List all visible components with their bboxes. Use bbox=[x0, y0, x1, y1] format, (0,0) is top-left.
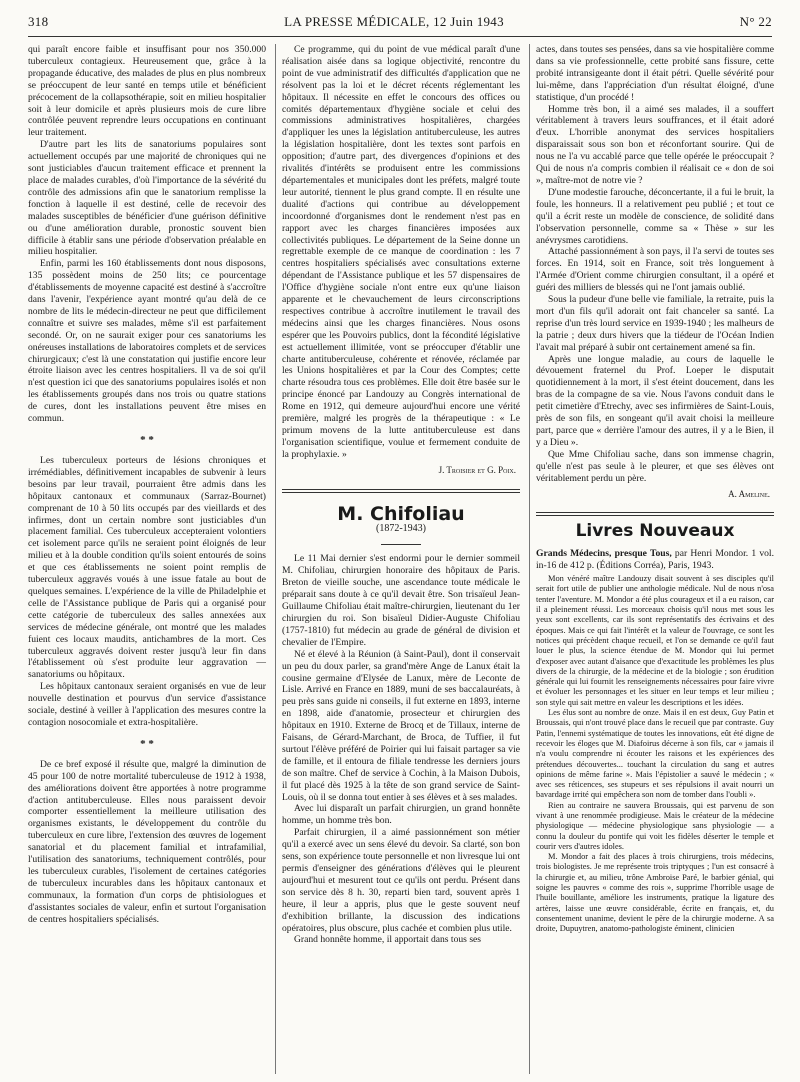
section-rule bbox=[536, 515, 774, 516]
paragraph: Que Mme Chifoliau sache, dans son immense chagrin, qu'elle n'est pas seule à le pleurer, et que ses élèves ont véritablement perdu un père. bbox=[536, 448, 774, 484]
paragraph: Le 11 Mai dernier s'est endormi pour le dernier sommeil M. Chifoliau, chirurgien honoraire des hôpitaux de Paris. Breton de vieille souche, une ascendance toute médicale le préparait sans doute à ce qu'il devait être. Son trisaïeul Jean-Guillaume Chifoliau était maître-chirurgien, lieutenant du 1er chirurgien du roi. Son bisaïeul Didier-Auguste Chifoliau (1757-1810) fut médecin au grade de général de division et chevalier de l'Empire. bbox=[282, 553, 520, 648]
obituary-title: M. Chifoliau bbox=[337, 502, 465, 525]
column-2 bbox=[282, 44, 520, 946]
column-3 bbox=[536, 44, 774, 935]
journal-title: LA PRESSE MÉDICALE, 12 Juin 1943 bbox=[284, 14, 504, 29]
paragraph: Après une longue maladie, au cours de laquelle le dévouement fraternel du Prof. Loeper le disputait quotidiennement à la mort, il s'est éteint doucement, dans les bras de la compagne de sa vie. Nous l'avons conduit dans le petit cimetière d'Etrechy, avec ses infirmières de Saint-Louis, près de son fils, en songeant qu'il avait choisi la meilleure part, parce que « derrière l'amour des autres, il y a le Bien, il y a Dieu ». bbox=[536, 353, 774, 448]
paragraph: De ce bref exposé il résulte que, malgré la diminution de 45 pour 100 de notre mortalité tuberculeuse de 1912 à 1938, des améliorations doivent être apportées à notre programme d'action antituberculeuse. Elles nous paraissent devoir comporter essentiellement la meilleure utilisation des organismes existants, le développement du contrôle du tuberculeux en cure libre, l'extension des œuvres de logement sanatorial et du placement familial et intrafamilial, l'utilisation des sanatoriums, techniquement contrôlés, pour les tuberculeux curables, l'isolement de certaines catégories de tuberculeux incurables dans les hôpitaux cantonaux et communaux, la formation d'un corps de phtisiologues et d'assistantes sociales de valeur, enfin et surtout l'organisation de centres hospitaliers spécialisés. bbox=[28, 758, 266, 925]
article-rule bbox=[282, 492, 520, 493]
paragraph: Attaché passionnément à son pays, il l'a servi de toutes ses forces. En 1914, soit en France, soit très longuement à l'Armée d'Orient comme chirurgien consultant, il a opéré et guéri des milliers de blessés qui ne l'ont jamais oublié. bbox=[536, 246, 774, 294]
paragraph: qui paraît encore faible et insuffisant pour nos 350.000 tuberculeux contagieux. Heureusement que, grâce à la propagande éducative, des malades de plus en plus nombreux se préoccupent de leur santé en temps utile et bénéficient précocement de la collapsothérapie, soit en milieu hospitalier soit à leur domicile et après plusieurs mois de cure libre contrôlée peuvent reprendre leurs occupations en continuant leur traitement. bbox=[28, 44, 266, 139]
paragraph: actes, dans toutes ses pensées, dans sa vie hospitalière comme dans sa vie professionnelle, cette probité sans fissure, cette probité intransigeante dont il était pétri. Quelle sévérité pour lui-même, dans l'appréciation d'un résultat éloigné, d'une statistique, d'un procédé ! bbox=[536, 44, 774, 103]
paragraph: D'une modestie farouche, déconcertante, il a fui le bruit, la foule, les honneurs. Il a relativement peu publié ; et tout ce qu'il a écrit reste un modèle de conscience, de solidité dans l'observation personnelle, comme sa « Thèse » sur les anévrysmes carotidiens. bbox=[536, 186, 774, 246]
paragraph: Né et élevé à la Réunion (à Saint-Paul), dont il conservait un peu du doux parler, sa grand'mère Ange de Lanux était la cousine germaine d'Elysée de Lanux, mère de Leconte de Lisle. Arrivé en France en 1889, muni de ses baccalauréats, à peu près sans guide ni conseils, il fut externe en 1893, interne en 1898, aide d'anatomie, prosecteur et chirurgien des hôpitaux en 1910. Externe de Brocq et de Tillaux, interne de Faisans, de Gérard-Marchant, de Broca, de Tuffier, il fut surtout l'élève préféré de Poirier qui lui faisait partager sa vie de famille, et il entoura de filiale tendresse les derniers jours de son maître. Chef de service à Cochin, à la Maison Dubois, il fut placé dès 1925 à la tête de son grand service de Saint-Louis, où il se donna tout entier à ses élèves et à ses malades. bbox=[282, 648, 520, 803]
signature: J. Troisier et G. Poix. bbox=[438, 464, 516, 475]
paragraph: Les élus sont au nombre de onze. Mais il en est deux, Guy Patin et Broussais, qui n'ont trouvé place dans le recueil que par contraste. Guy Patin, l'ennemi systématique de toutes les innovations, eût été digne de recevoir les éloges que M. Diafoirus décerne à son fils, car « jamais il n'a voulu comprendre ni écouter les raisons et les expériences des prétendues découvertes... touchant la circulation du sang et autres opinions de même farine ». Mais l'épistolier a sauvé le médecin ; « avec ses réticences, ses stupeurs et ses répulsions il avait nourri un bavardage irrité qui empêchera son nom de tomber dans l'oubli ». bbox=[536, 708, 774, 800]
page-header bbox=[28, 14, 772, 36]
review-heading bbox=[536, 548, 774, 572]
paragraph: M. Mondor a fait des places à trois chirurgiens, trois médecins, trois biologistes. Je me représente trois triptyques ; l'un est consacré à la chirurgie et, au milieu, trône Ambroise Paré, le barbier génial, qui soigne les pauvres « comme des rois », supprime l'horrible usage de l'huile bouillante, améliore les instruments, pratique la ligature des artères, laisse une œuvre considérable, écrite en français, et, du consentement unanime, devient le père de la chirurgie moderne. A sa droite, Dupuytren, anatomo-pathologiste éminent, clinicien bbox=[536, 852, 774, 934]
issue-number: N° 22 bbox=[739, 14, 772, 29]
section-title: Livres Nouveaux bbox=[575, 521, 735, 542]
review-reference: par Henri Mondor. 1 vol. in-16 de 412 p. (Éditions Corréa), Paris, 1943. bbox=[536, 548, 774, 572]
title-rule bbox=[381, 544, 421, 545]
page-number: 318 bbox=[28, 14, 49, 29]
paragraph: Ce programme, qui du point de vue médical paraît d'une réalisation aisée dans sa logique objectivité, rencontre du point de vue administratif des difficultés d'application que ne résolvent pas la loi et le décret récents réglementant les hôpitaux. Il nécessite en effet le concours des offices ou comités départementaux d'hygiène sociale et celui des commissions administratives hospitalières, chargées d'appliquer les unes la législation antituberculeuse, les autres la législation hospitalière, dont les textes sont parfois en opposition; d'autre part, des divergences d'opinions et des rivalités d'intérêts se produisent entre les commissions départementales et municipales dont les préfets, malgré toute leur autorité, tiennent le plus grand compte. Il en résulte une dualité d'actions qui contribue au développement incoordonné d'organismes dont le rendement n'est pas en rapport avec les charges financières imposées aux collectivités publiques. Le département de la Seine donne un regrettable exemple de ce manque de coordination : les 7 centres hospitaliers spécialisés avec consultations externe dépendant de l'Assistance publique et les 57 dispensaires de l'Office d'hygiène sociale n'ont entre eux qu'une liaison apparente et le chevauchement de leurs circonscriptions respectives contribue à accroître inutilement le travail des médecins ainsi que les charges financières. Nous osons espérer que les Pouvoirs publics, dont la fécondité législative est actuellement illimitée, vont se préoccuper d'établir une charte antituberculeuse, cohérente et rénovée, réclamée par les Unions hospitalières et par la Cour des Comptes; cette charte résoudra tous ces problèmes. Elle doit être basée sur le principe énoncé par Landouzy au Congrès international de Rome en 1912, qui demeure aujourd'hui encore une vérité première, malgré les progrès de la thérapeutique : « Le primum movens de la lutte antituberculeuse est dans l'organisation scientifique, voulue et fermement conduite de la prophylaxie. » bbox=[282, 44, 520, 460]
paragraph: Enfin, parmi les 160 établissements dont nous disposons, 135 possèdent moins de 250 lits; ce pourcentage d'établissements de moyenne capacité est destiné à s'accroître dans l'avenir, l'expérience ayant montré qu'au delà de ce nombre de lits le médecin-directeur ne peut que difficilement connaître et suivre ses malades, même s'il est parfaitement secondé. Or, on ne saurait exiger pour ces sanatoriums les onéreuses installations de laboratoires complets et de services chirurgicaux; c'est là une constatation qui justifie encore leur étroite liaison avec les centres hospitaliers. Il va de soi qu'il n'est question ici que des sanatoriums populaires isolés et non les établissements groupés dans nos trois ou quatre stations de cures, dont les installations peuvent être mises en commun. bbox=[28, 258, 266, 425]
review-book-title: Grands Médecins, presque Tous, bbox=[536, 548, 672, 560]
section-separator: * * bbox=[140, 737, 154, 750]
review-body bbox=[536, 574, 774, 934]
header-rule bbox=[28, 36, 772, 37]
column-1 bbox=[28, 44, 266, 926]
paragraph: Grand honnête homme, il apportait dans tous ses bbox=[294, 934, 482, 946]
article-rule bbox=[282, 489, 520, 490]
paragraph: Les hôpitaux cantonaux seraient organisés en vue de leur nouvelle destination et pourvus d'un service d'assistance sociale, destiné à veiller à l'application des mesures contre la contagion nosocomiale et extra-hospitalière. bbox=[28, 681, 266, 728]
column-divider bbox=[529, 44, 530, 1074]
section-separator: * * bbox=[140, 434, 154, 446]
signature: A. Ameline. bbox=[728, 488, 770, 499]
paragraph: D'autre part les lits de sanatoriums populaires sont actuellement occupés par une majorité de chroniques qui ne sont justiciables d'aucun traitement efficace et prennent la place de malades curables, d'où l'importance de la sévérité du contrôle des admissions afin que le sanatorium remplisse la fonction à laquelle il est destiné, celle de recevoir des malades susceptibles de bénéficier d'une guérison définitive ou d'une amélioration durable, pronostic souvent bien difficile à établir sans une période d'observation préalable en milieu hospitalier. bbox=[28, 139, 266, 258]
paragraph: Rien au contraire ne sauvera Broussais, qui est parvenu de son vivant à une renommée prodigieuse. Mais le créateur de la médecine physiologique — médecine physiologique sans physiologie — a connu la douleur du pontife qui voit les fidèles déserter le temple et courir vers d'autres idoles. bbox=[536, 800, 774, 851]
obituary-dates: (1872-1943) bbox=[376, 522, 426, 534]
paragraph: Mon vénéré maître Landouzy disait souvent à ses disciples qu'il serait fort utile de publier une anthologie médicale. Nul de nous n'osa tenter l'aventure. M. Mondor a été plus courageux et il a eu raison, car il a pleinement réussi. Les morceaux choisis qu'il nous met sous les yeux sont excellents, car ils sont représentatifs des écrivains et des époques. Mais ce qui fait l'intérêt et la valeur de l'ouvrage, ce sont les notices qui précèdent chaque recueil, et l'on se demande ce qu'il faut louer le plus, la science étendue de M. Mondor qui lui permet d'exposer avec autant d'aisance que d'exactitude les problèmes les plus divers de la chirurgie, de la médecine et de la biologie ; son érudition générale qui lui fournit les renseignements nécessaires pour faire vivre et évoluer les personnages et les situer en leur temps et leur milieu ; son style qui sait mettre en valeur les descriptions et les idées. bbox=[536, 574, 774, 707]
paragraph: Les tuberculeux porteurs de lésions chroniques et irrémédiables, définitivement incapables de subvenir à leurs besoins par leur travail, pourraient être admis dans les hôpitaux cantonaux et communaux (Sarraz-Bournet) comprenant de 10 à 50 lits occupés par des vieillards et des infirmes, dont un certain nombre sont justiciables d'un placement familial. Ces tuberculeux accepteraient volontiers cet isolement parce qu'ils ne seraient point éloignés de leur milieu et à la double condition qu'ils soient entourés de soins et que ces établissements ne soient point remplis de tuberculeux aggravés voués à une issue fatale au bout de quelques semaines. L'expérience de la ville de Philadelphie et celle de l'Assistance publique de Paris qui a organisé pour cette catégorie de tuberculeux des salles annexées aux services de médecine générale, ont montré que les malades fuient ces locaux maudits, antichambres de la mort. Ces tuberculeux aggravés doivent rester jusqu'à leur fin dans l'établissement où s'est produite leur aggravation — sanatoriums ou hôpitaux. bbox=[28, 455, 266, 681]
paragraph: Parfait chirurgien, il a aimé passionnément son métier qu'il a exercé avec un sens élevé du devoir. Sa clarté, son bon sens, son expérience toute personnelle et non livresque lui ont permis d'enseigner des générations d'élèves qui le pleurent aujourd'hui et mesurent tout ce qu'ils ont perdu. Présent dans son service dès 8 h. 30, reparti bien tard, souvent après 1 heure, il leur a appris, plus que le geste souvent neuf d'exhibition brillante, la discussion des indications opératoires, plus obscure, plus cachée et combien plus utile. bbox=[282, 827, 520, 934]
paragraph: Homme très bon, il a aimé ses malades, il a souffert véritablement à travers leurs souffrances, et il était adoré d'eux. L'horrible anonymat des services hospitaliers disparaissait sous son bon et réconfortant sourire. Qui de nous ne l'a vu accablé parce que telle opérée le préoccupait ? Qui de nous n'a compris combien il réalisait ce « don de soi », maître-mot de notre vie ? bbox=[536, 103, 774, 186]
section-rule bbox=[536, 512, 774, 513]
column-divider bbox=[275, 44, 276, 1074]
paragraph: Sous la pudeur d'une belle vie familiale, la retraite, puis la mort d'un fils qu'il adorait ont fait chanceler sa santé. La reprise d'un très lourd service en 1939-1940 ; les malheurs de la patrie ; deux durs hivers que la tiédeur de l'Océan Indien l'avait mal préparé à subir ont certainement amené sa fin. bbox=[536, 294, 774, 353]
paragraph: Avec lui disparaît un parfait chirurgien, un grand honnête homme, un homme très bon. bbox=[282, 803, 520, 827]
